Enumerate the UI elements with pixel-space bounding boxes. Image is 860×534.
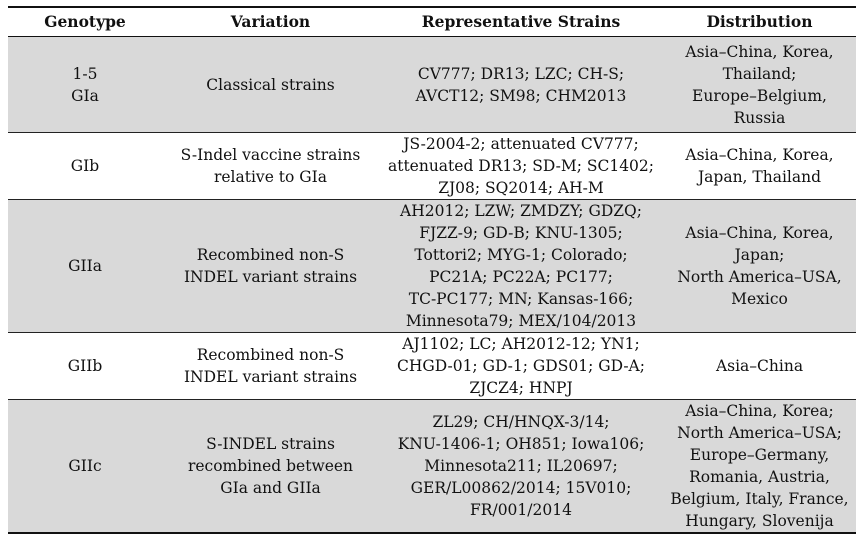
distribution-line: Romania, Austria, [689,468,830,486]
distribution-line: Asia–China, Korea, [685,146,834,164]
strains-line: FJZZ-9; GD-B; KNU-1305; [419,224,623,242]
distribution-line: Europe–Germany, [689,446,830,464]
genotype-table [8,6,856,534]
table-header [8,7,856,37]
strains-line: CV777; DR13; LZC; CH-S; [417,64,625,83]
distribution-line: Japan, Thailand [697,168,822,186]
variation-cell [162,133,379,200]
strains-line: ZJCZ4; HNPJ [469,379,573,397]
header-row [8,7,856,37]
distribution-line: North America–USA; [677,424,842,442]
variation-cell [162,200,379,333]
strains-cell [379,133,663,200]
genotype-line: GIIa [68,257,102,275]
distribution-cell [663,133,856,200]
strains-line: AH2012; LZW; ZMDZY; GDZQ; [400,202,642,220]
distribution-line: North America–USA, [677,268,842,286]
distribution-line: Hungary, Slovenija [685,512,834,530]
genotype-line: GIIb [67,357,103,375]
variation-line: Classical strains [206,75,335,94]
distribution-cell [663,400,856,534]
genotype-line: GIb [70,157,100,175]
strains-cell [379,400,663,534]
distribution-line: Japan; [734,246,785,264]
strains-line: KNU-1406-1; OH851; Iowa106; [397,435,645,453]
distribution-line: Asia–China, Korea, [685,42,834,61]
table-row [8,37,856,133]
strains-line: GER/L00862/2014; 15V010; [410,479,632,497]
genotype-table-container [8,6,856,534]
distribution-line: Europe–Belgium, [692,86,827,105]
genotype-line: 1-5 [72,64,98,83]
variation-line: INDEL variant strains [183,368,358,386]
strains-line: FR/001/2014 [470,501,572,519]
table-row [8,200,856,333]
strains-cell [379,200,663,333]
genotype-cell [8,200,162,333]
distribution-line: Asia–China, Korea; [685,402,834,420]
strains-line: AVCT12; SM98; CHM2013 [415,86,627,105]
strains-line: TC-PC177; MN; Kansas-166; [408,290,634,308]
header-distribution: Distribution [663,7,856,37]
distribution-line: Asia–China [715,357,804,375]
header-genotype: Genotype [8,7,162,37]
strains-line: ZL29; CH/HNQX-3/14; [432,413,610,431]
strains-line: Minnesota211; IL20697; [424,457,618,475]
variation-cell [162,37,379,133]
variation-line: INDEL variant strains [183,268,358,286]
variation-line: GIa and GIIa [220,479,321,497]
strains-cell [379,37,663,133]
genotype-cell [8,133,162,200]
variation-line: S-Indel vaccine strains [180,146,361,164]
distribution-cell [663,200,856,333]
table-body [8,37,856,534]
strains-line: AJ1102; LC; AH2012-12; YN1; [402,335,640,353]
distribution-line: Mexico [731,290,788,308]
variation-line: Recombined non-S [196,246,345,264]
distribution-cell [663,37,856,133]
table-row [8,133,856,200]
distribution-line: Belgium, Italy, France, [670,490,849,508]
distribution-line: Asia–China, Korea, [685,224,834,242]
variation-line: S-INDEL strains [206,435,335,453]
strains-line: PC21A; PC22A; PC177; [429,268,613,286]
strains-cell [379,333,663,400]
variation-cell [162,400,379,534]
distribution-line: Thailand; [722,64,797,83]
genotype-line: GIa [71,86,99,105]
variation-line: recombined between [187,457,354,475]
genotype-cell [8,400,162,534]
genotype-line: GIIc [68,457,102,475]
variation-line: Recombined non-S [196,346,345,364]
variation-cell [162,333,379,400]
header-variation: Variation [162,7,379,37]
genotype-cell [8,37,162,133]
strains-line: JS-2004-2; attenuated CV777; [403,135,639,153]
distribution-line: Russia [733,108,786,127]
variation-line: relative to GIa [213,168,328,186]
strains-line: attenuated DR13; SD-M; SC1402; [387,157,655,175]
distribution-cell [663,333,856,400]
strains-line: CHGD-01; GD-1; GDS01; GD-A; [397,357,645,375]
table-row [8,400,856,534]
table-row [8,333,856,400]
strains-line: Minnesota79; MEX/104/2013 [405,312,637,330]
genotype-cell [8,333,162,400]
strains-line: ZJ08; SQ2014; AH-M [438,179,604,197]
header-representative-strains: Representative Strains [379,7,663,37]
strains-line: Tottori2; MYG-1; Colorado; [414,246,628,264]
